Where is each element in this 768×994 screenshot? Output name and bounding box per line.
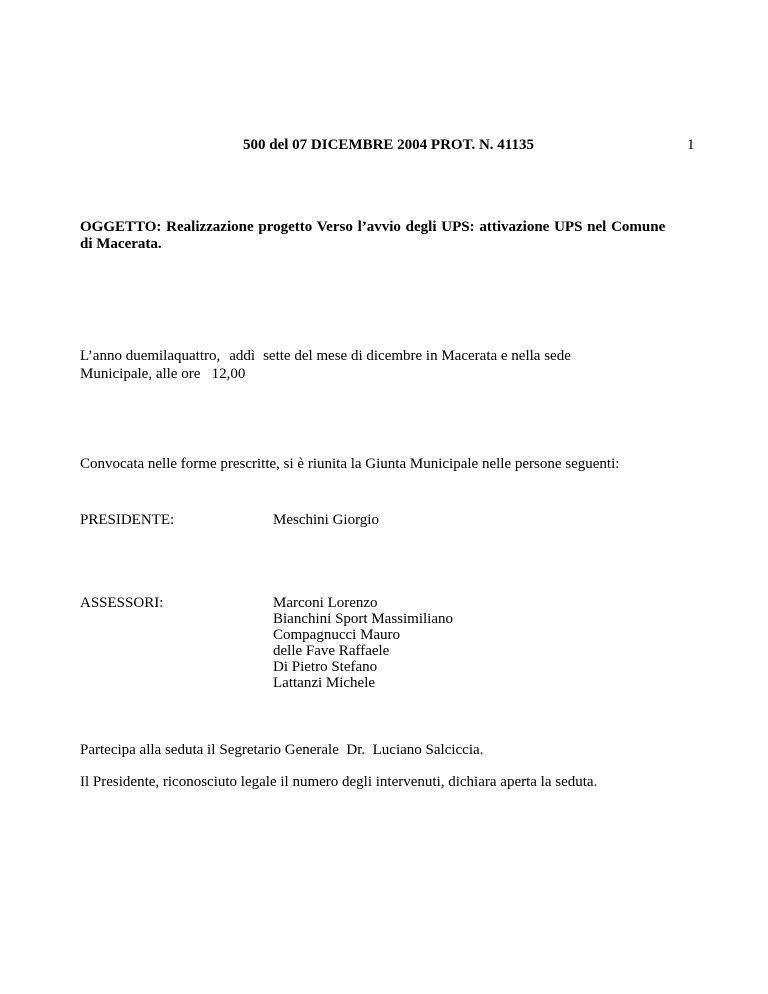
secretary-statement <box>80 742 483 759</box>
assessor-name: delle Fave Raffaele <box>273 643 390 659</box>
assessor-name: Marconi Lorenzo <box>273 595 378 611</box>
president-name: Meschini Giorgio <box>273 512 379 528</box>
secretary-intro: Partecipa alla seduta il <box>80 742 216 758</box>
document-header-title: 500 del 07 DICEMBRE 2004 PROT. N. 41135 <box>243 137 534 153</box>
assessor-name: Lattanzi Michele <box>273 675 376 691</box>
president-label: PRESIDENTE: <box>80 512 175 528</box>
convened-statement: Convocata nelle forme prescritte, si è riunita la Giunta Municipale nelle persone seguenti: <box>80 456 620 472</box>
assessor-name: Di Pietro Stefano <box>273 659 378 675</box>
assessors-label: ASSESSORI: <box>80 595 164 611</box>
opening-date-place: sette del mese di dicembre in Macerata e nella sede <box>263 348 571 364</box>
subject-line-1: OGGETTO: Realizzazione progetto Verso l’avvio degli UPS: attivazione UPS nel Comune <box>80 219 666 235</box>
opening-year: L’anno duemilaquattro, <box>80 348 221 364</box>
subject-heading <box>80 219 694 253</box>
opening-line-2: Municipale, alle ore 12,00 <box>80 366 246 382</box>
subject-line-2: di Macerata. <box>80 236 162 252</box>
assessors-list <box>273 595 453 691</box>
page-number: 1 <box>687 137 695 153</box>
assessor-name: Compagnucci Mauro <box>273 627 401 643</box>
opening-line-1 <box>80 348 571 365</box>
secretary-name: Segretario Generale Dr. Luciano Salciccia. <box>219 742 484 758</box>
session-opened-statement: Il Presidente, riconosciuto legale il numero degli intervenuti, dichiara aperta la seduta. <box>80 774 598 790</box>
assessor-name: Bianchini Sport Massimiliano <box>273 611 453 627</box>
opening-addi: addì <box>229 348 256 364</box>
